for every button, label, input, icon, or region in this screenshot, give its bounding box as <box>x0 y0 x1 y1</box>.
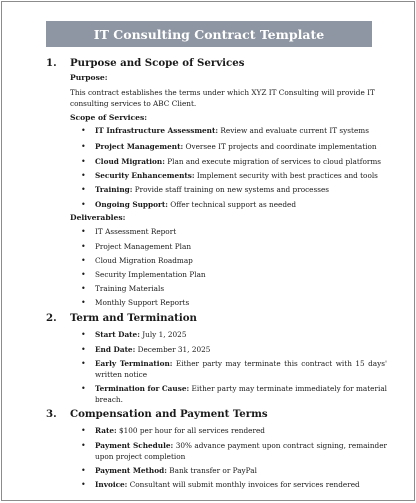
item-text: Review and evaluate current IT systems <box>218 126 369 135</box>
bullet-icon: • <box>81 330 86 339</box>
list-item <box>81 440 387 462</box>
bullet-icon: • <box>81 441 86 450</box>
list-item <box>81 241 387 252</box>
item-text: Provide staff training on new systems and processes <box>132 185 330 194</box>
item-text: Either party may terminate immediately for material breach. <box>95 384 387 404</box>
item-text: Security Implementation Plan <box>95 270 206 279</box>
list-item <box>81 297 387 308</box>
list-item <box>81 329 387 340</box>
list-item <box>81 479 387 490</box>
section-heading <box>46 57 244 69</box>
item-text: Plan and execute migration of services to cloud platforms <box>164 157 382 166</box>
purpose-label: Purpose: <box>70 73 108 82</box>
section-number: 2. <box>46 312 57 324</box>
section-title: Compensation and Payment Terms <box>70 408 268 420</box>
document-title: IT Consulting Contract Template <box>46 21 372 47</box>
list-item <box>81 184 387 195</box>
item-text: December 31, 2025 <box>135 345 211 354</box>
item-term: Project Management: <box>95 142 184 151</box>
bullet-icon: • <box>81 242 86 251</box>
bullet-icon: • <box>81 227 86 236</box>
bullet-icon: • <box>81 298 86 307</box>
bullet-icon: • <box>81 359 86 368</box>
section-number: 1. <box>46 57 57 69</box>
bullet-icon: • <box>81 480 86 489</box>
item-term: Ongoing Support: <box>95 200 168 209</box>
item-text: 30% advance payment upon contract signing, remainder upon project completion <box>95 441 388 461</box>
section-heading <box>46 312 197 324</box>
list-item <box>81 255 387 266</box>
bullet-icon: • <box>81 171 86 180</box>
section-heading <box>46 408 268 420</box>
item-text: Training Materials <box>95 284 165 293</box>
item-text: Oversee IT projects and coordinate implementation <box>183 142 377 151</box>
list-item <box>81 344 387 355</box>
item-term: Payment Schedule: <box>95 441 174 450</box>
list-item <box>81 226 387 237</box>
item-term: Invoice: <box>95 480 128 489</box>
list-item <box>81 170 387 181</box>
bullet-icon: • <box>81 142 86 151</box>
bullet-icon: • <box>81 466 86 475</box>
item-term: Training: <box>95 185 133 194</box>
item-text: Either party may terminate this contract with 15 days' written notice <box>95 359 387 379</box>
list-item <box>81 125 387 136</box>
list-item <box>81 141 387 152</box>
list-item <box>81 425 387 436</box>
item-term: Security Enhancements: <box>95 171 195 180</box>
list-item <box>81 358 387 380</box>
item-term: Start Date: <box>95 330 140 339</box>
item-text: $100 per hour for all services rendered <box>116 426 265 435</box>
item-text: IT Assessment Report <box>95 227 177 236</box>
section-title: Term and Termination <box>70 312 197 324</box>
item-text: Consultant will submit monthly invoices for services rendered <box>127 480 360 489</box>
bullet-icon: • <box>81 200 86 209</box>
list-item <box>81 283 387 294</box>
bullet-icon: • <box>81 126 86 135</box>
bullet-icon: • <box>81 256 86 265</box>
section-number: 3. <box>46 408 57 420</box>
scope-label: Scope of Services: <box>70 113 148 122</box>
item-term: Rate: <box>95 426 117 435</box>
item-text: Implement security with best practices and tools <box>194 171 378 180</box>
list-item <box>81 465 387 476</box>
bullet-icon: • <box>81 185 86 194</box>
bullet-icon: • <box>81 345 86 354</box>
list-item <box>81 269 387 280</box>
item-term: Payment Method: <box>95 466 167 475</box>
item-text: Bank transfer or PayPal <box>166 466 257 475</box>
list-item <box>81 383 387 405</box>
item-text: Offer technical support as needed <box>167 200 297 209</box>
item-term: Early Termination: <box>95 359 173 368</box>
list-item <box>81 199 387 210</box>
purpose-text: This contract establishes the terms under which XYZ IT Consulting will provide IT consulting services to ABC Client. <box>70 88 375 108</box>
item-text: Monthly Support Reports <box>95 298 190 307</box>
deliverables-label: Deliverables: <box>70 213 126 222</box>
item-term: Cloud Migration: <box>95 157 165 166</box>
bullet-icon: • <box>81 270 86 279</box>
document-page <box>1 1 415 501</box>
bullet-icon: • <box>81 284 86 293</box>
bullet-icon: • <box>81 426 86 435</box>
section-title: Purpose and Scope of Services <box>70 57 245 69</box>
item-term: Termination for Cause: <box>95 384 190 393</box>
item-text: July 1, 2025 <box>139 330 187 339</box>
bullet-icon: • <box>81 157 86 166</box>
item-term: IT Infrastructure Assessment: <box>95 126 219 135</box>
list-item <box>81 156 387 167</box>
bullet-icon: • <box>81 384 86 393</box>
item-text: Project Management Plan <box>95 242 192 251</box>
item-term: End Date: <box>95 345 136 354</box>
item-text: Cloud Migration Roadmap <box>95 256 193 265</box>
